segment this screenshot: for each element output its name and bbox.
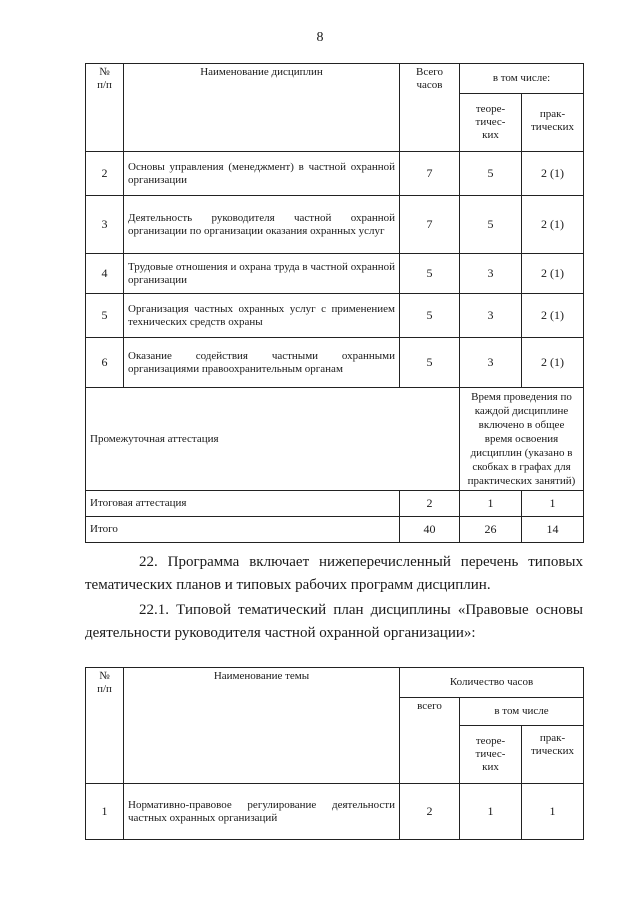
row-total: 5 xyxy=(400,338,460,388)
col-number-header: № п/п xyxy=(86,668,124,784)
final-theory: 1 xyxy=(460,491,522,517)
sum-total: 40 xyxy=(400,517,460,543)
row-practice: 2 (1) xyxy=(522,338,584,388)
row-practice: 1 xyxy=(522,784,584,840)
col-including-header: в том числе xyxy=(460,698,584,726)
final-total: 2 xyxy=(400,491,460,517)
row-theory: 5 xyxy=(460,196,522,254)
table-row xyxy=(86,338,584,388)
paragraph-22: 22. Программа включает нижеперечисленный перечень типовых тематических планов и типовых рабочих программ дисциплин. xyxy=(85,554,583,593)
row-theory: 5 xyxy=(460,152,522,196)
row-practice: 2 (1) xyxy=(522,152,584,196)
topics-table xyxy=(85,667,584,840)
row-name: Организация частных охранных услуг с применением технических средств охраны xyxy=(124,294,400,338)
final-practice: 1 xyxy=(522,491,584,517)
col-theory-header: теоре- тичес- ких xyxy=(460,94,522,152)
col-total-header: Всего часов xyxy=(400,64,460,152)
row-total: 7 xyxy=(400,196,460,254)
sum-theory: 26 xyxy=(460,517,522,543)
row-total: 2 xyxy=(400,784,460,840)
row-name: Нормативно-правовое регулирование деятельности частных охранных организаций xyxy=(124,784,400,840)
interim-attestation-row xyxy=(86,388,584,491)
final-attestation-row xyxy=(86,491,584,517)
table-row xyxy=(86,196,584,254)
row-practice: 2 (1) xyxy=(522,254,584,294)
row-theory: 3 xyxy=(460,294,522,338)
col-total-header: всего xyxy=(400,698,460,784)
row-theory: 3 xyxy=(460,338,522,388)
table-row xyxy=(86,784,584,840)
disciplines-table xyxy=(85,63,584,543)
table-header-row xyxy=(86,668,584,698)
row-name: Деятельность руководителя частной охранной организации по организации оказания охранных услуг xyxy=(124,196,400,254)
row-theory: 1 xyxy=(460,784,522,840)
table-row xyxy=(86,254,584,294)
paragraph-22-1: 22.1. Типовой тематический план дисциплины «Правовые основы деятельности руководителя частной охранной организации»: xyxy=(85,602,583,641)
row-practice: 2 (1) xyxy=(522,196,584,254)
col-theory-header: теоре- тичес- ких xyxy=(460,726,522,784)
final-attestation-label: Итоговая аттестация xyxy=(86,491,400,517)
col-name-header: Наименование дисциплин xyxy=(124,64,400,152)
sum-practice: 14 xyxy=(522,517,584,543)
col-name-header: Наименование темы xyxy=(124,668,400,784)
row-number: 1 xyxy=(86,784,124,840)
col-practice-header: прак- тических xyxy=(522,94,584,152)
col-number-header: № п/п xyxy=(86,64,124,152)
row-number: 3 xyxy=(86,196,124,254)
row-number: 6 xyxy=(86,338,124,388)
sum-label: Итого xyxy=(86,517,400,543)
row-name: Трудовые отношения и охрана труда в частной охранной организации xyxy=(124,254,400,294)
row-name: Основы управления (менеджмент) в частной охранной организации xyxy=(124,152,400,196)
col-hours-header: Количество часов xyxy=(400,668,584,698)
row-total: 7 xyxy=(400,152,460,196)
table-row xyxy=(86,152,584,196)
interim-attestation-label: Промежуточная аттестация xyxy=(86,388,460,491)
row-number: 4 xyxy=(86,254,124,294)
col-including-header: в том числе: xyxy=(460,64,584,94)
col-practice-header: прак- тических xyxy=(522,726,584,784)
row-theory: 3 xyxy=(460,254,522,294)
interim-attestation-note: Время проведения по каждой дисциплине включено в общее время освоения дисциплин (указано в скобках в графах для практических занятий) xyxy=(460,388,584,491)
table-row xyxy=(86,294,584,338)
row-number: 2 xyxy=(86,152,124,196)
row-number: 5 xyxy=(86,294,124,338)
page-number: 8 xyxy=(316,30,324,45)
row-total: 5 xyxy=(400,294,460,338)
row-total: 5 xyxy=(400,254,460,294)
sum-row xyxy=(86,517,584,543)
row-practice: 2 (1) xyxy=(522,294,584,338)
row-name: Оказание содействия частными охранными организациями правоохранительным органам xyxy=(124,338,400,388)
table-header-row xyxy=(86,64,584,94)
